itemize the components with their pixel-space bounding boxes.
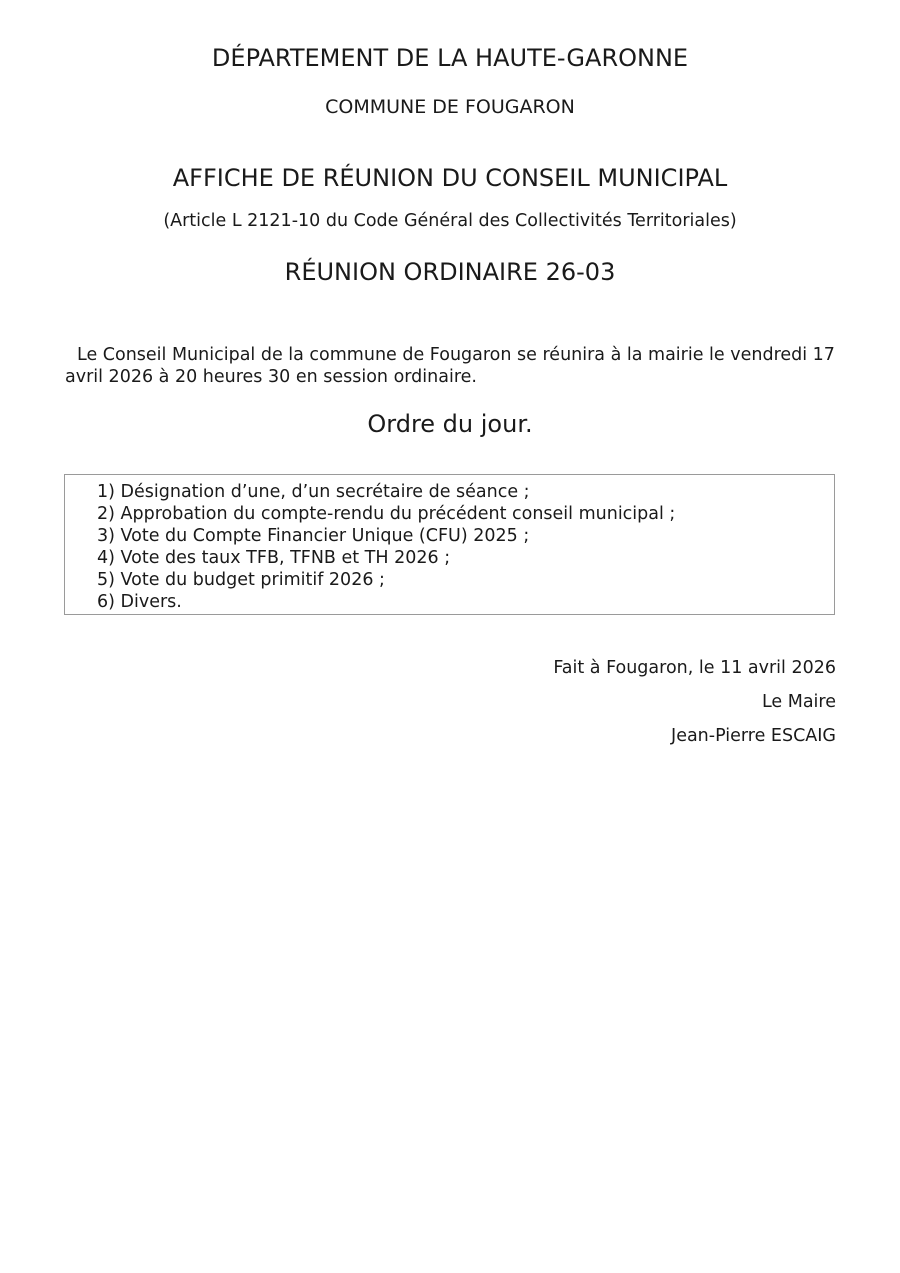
- agenda-item: 3) Vote du Compte Financier Unique (CFU) 2025 ;: [97, 526, 530, 546]
- agenda-item: 1) Désignation d’une, d’un secrétaire de séance ;: [97, 482, 530, 502]
- legal-reference: (Article L 2121-10 du Code Général des Collectivités Territoriales): [163, 211, 737, 231]
- agenda-item: 5) Vote du budget primitif 2026 ;: [97, 570, 385, 590]
- meeting-title: RÉUNION ORDINAIRE 26-03: [284, 258, 616, 286]
- signature-place-date: Fait à Fougaron, le 11 avril 2026: [553, 658, 836, 678]
- agenda-title: Ordre du jour.: [367, 410, 533, 438]
- agenda-item: 2) Approbation du compte-rendu du précédent conseil municipal ;: [97, 504, 676, 524]
- department-heading: DÉPARTEMENT DE LA HAUTE-GARONNE: [211, 44, 689, 72]
- signature-name: Jean-Pierre ESCAIG: [671, 726, 836, 746]
- commune-heading: COMMUNE DE FOUGARON: [325, 96, 575, 118]
- agenda-item: 6) Divers.: [97, 592, 182, 612]
- agenda-box: [64, 474, 835, 615]
- notice-title: AFFICHE DE RÉUNION DU CONSEIL MUNICIPAL: [172, 164, 728, 192]
- agenda-item: 4) Vote des taux TFB, TFNB et TH 2026 ;: [97, 548, 451, 568]
- signature-role: Le Maire: [761, 692, 836, 712]
- intro-paragraph: Le Conseil Municipal de la commune de Fougaron se réunira à la mairie le vendredi 17 avril 2026 à 20 heures 30 en session ordinaire.: [65, 345, 835, 387]
